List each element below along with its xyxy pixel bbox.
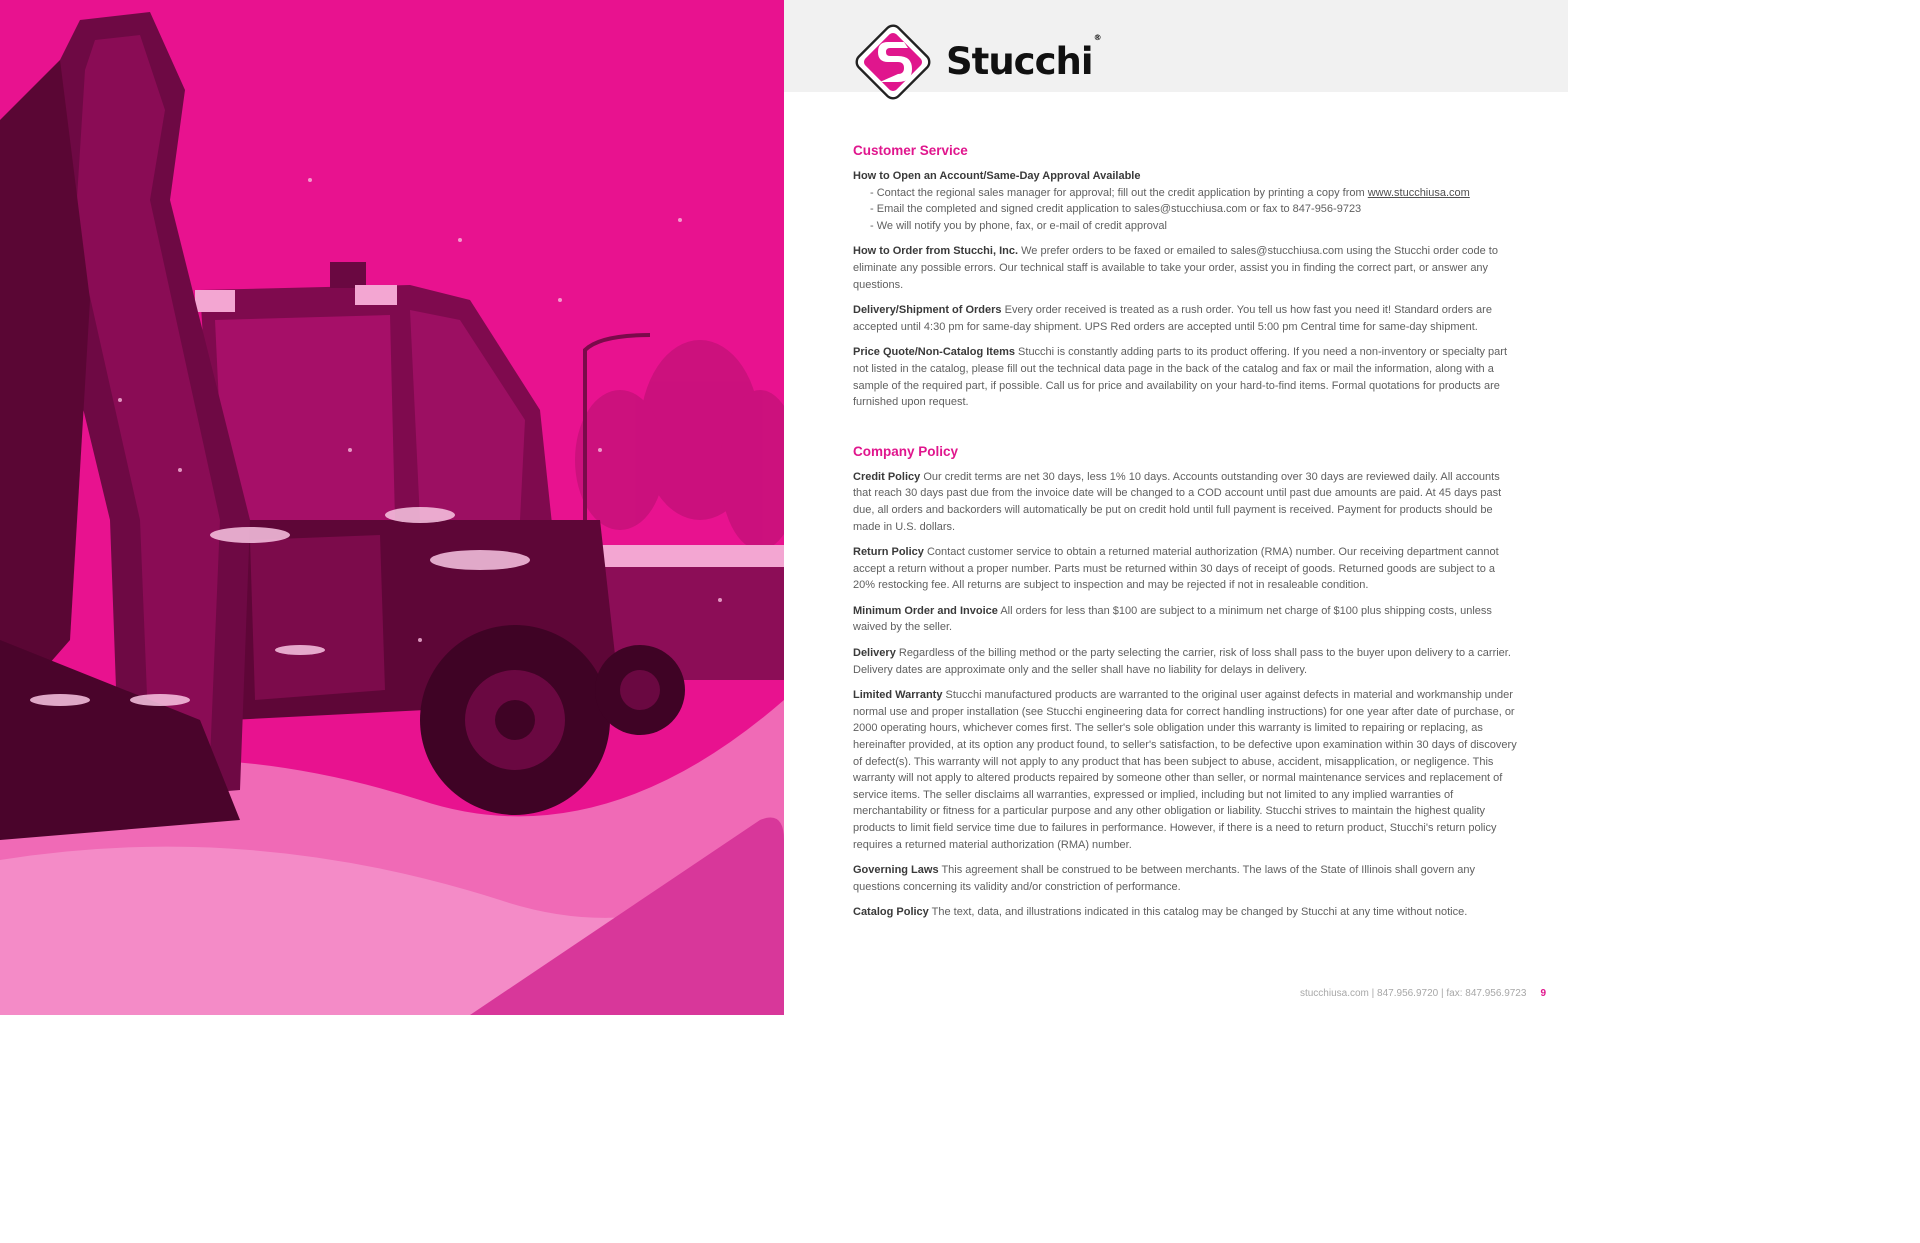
list-item: - Email the completed and signed credit application to sales@stucchiusa.com or fax to 847-956-9723 [870, 201, 1519, 218]
list-item: - Contact the regional sales manager for approval; fill out the credit application by printing a copy from www.stucchiusa.com [870, 185, 1519, 202]
return-policy-paragraph: Return Policy Contact customer service to obtain a returned material authorization (RMA) number. Our receiving department cannot accept a return without a proper number. Parts must be returned within 30 days of receipt of goods. Returned goods are subject to a 20% restocking fee. All returns are subject to inspection and may be rejected if not in resaleable condition. [853, 546, 1499, 592]
stucchi-logo [852, 20, 1101, 104]
policy-page [784, 0, 1568, 1015]
page-number: 9 [1540, 988, 1546, 999]
content-column [853, 143, 1519, 930]
website-link[interactable]: www.stucchiusa.com [1367, 186, 1470, 199]
delivery-shipment-paragraph: Delivery/Shipment of Orders Every order received is treated as a rush order. You tell us how fast you need it! Standard orders are accepted until 4:30 pm for same-day shipment. UPS Red orders are accepted until 5:00 pm Central time for same-day shipment. [853, 304, 1492, 333]
backhoe-illustration [0, 0, 784, 1015]
list-item: - We will notify you by phone, fax, or e-mail of credit approval [870, 218, 1519, 235]
customer-service-title: Customer Service [853, 143, 968, 158]
governing-laws-paragraph: Governing Laws This agreement shall be construed to be between merchants. The laws of the State of Illinois shall govern any questions concerning its validity and/or constriction of performance. [853, 864, 1476, 893]
open-account-steps [870, 185, 1519, 235]
stucchi-logo-icon [852, 20, 934, 104]
price-quote-paragraph: Price Quote/Non-Catalog Items Stucchi is constantly adding parts to its product offering. If you need a non-inventory or specialty part not listed in the catalog, please fill out the technical data page in the back of the catalog and fax or mail the information, along with a sample of the required part, if possible. Call us for price and availability on your hard-to-find items. Formal quotations for products are furnished upon request. [853, 346, 1508, 409]
backhoe-snow-photo [0, 0, 784, 1015]
limited-warranty-paragraph: Limited Warranty Stucchi manufactured products are warranted to the original user against defects in material and workmanship under normal use and proper installation (see Stucchi engineering data for correct handling instructions) for one year after date of purchase, or 2000 operating hours, whichever comes first. The seller's sole obligation under this warranty is limited to repairing or replacing, as hereinafter provided, at its option any product found, to seller's satisfaction, to be defective upon examination within 30 days of discovery of defect(s). This warranty will not apply to any product that has been subject to abuse, accident, misapplication, or negligence. This warranty will not apply to altered products repaired by someone other than seller, or normal maintenance services and replacement of service items. The seller disclaims all warranties, expressed or implied, including but not limited to any implied warranties of merchantability or fitness for a particular purpose and any other obligation or liability. Stucchi strives to maintain the highest quality products to limit field service time due to failures in performance. However, if there is a need to return product, Stucchi's return policy requires a returned material authorization (RMA) number. [853, 689, 1517, 851]
delivery-paragraph: Delivery Regardless of the billing method or the party selecting the carrier, risk of loss shall pass to the buyer upon delivery to a carrier. Delivery dates are approximate only and the seller shall have no liability for delays in delivery. [853, 647, 1511, 676]
minimum-order-paragraph: Minimum Order and Invoice All orders for less than $100 are subject to a minimum net charge of $100 plus shipping costs, unless waived by the seller. [853, 604, 1492, 634]
header-band [784, 0, 1568, 92]
footer-contact: stucchiusa.com | 847.956.9720 | fax: 847.956.9723 [1299, 988, 1527, 999]
credit-policy-paragraph: Credit Policy Our credit terms are net 30 days, less 1% 10 days. Accounts outstanding over 30 days are reviewed daily. All accounts that reach 30 days past due from the invoice date will be changed to a COD account until past due amounts are paid. At 45 days past due, all orders and backorders will automatically be put on credit hold until full payment is received. Payment for products should be made in U.S. dollars. [853, 470, 1502, 533]
company-policy-title: Company Policy [853, 443, 959, 459]
how-to-order-paragraph: How to Order from Stucchi, Inc. We prefer orders to be faxed or emailed to sales@stucchiusa.com using the Stucchi order code to eliminate any possible errors. Our technical staff is available to take your order, assist you in finding the correct part, or answer any questions. [853, 245, 1498, 291]
stucchi-wordmark: Stucchi® [946, 33, 1101, 83]
page-footer [1300, 988, 1546, 999]
catalog-policy-paragraph: Catalog Policy The text, data, and illustrations indicated in this catalog may be changed by Stucchi at any time without notice. [853, 906, 1468, 919]
open-account-heading: How to Open an Account/Same-Day Approval Available [853, 170, 1141, 182]
